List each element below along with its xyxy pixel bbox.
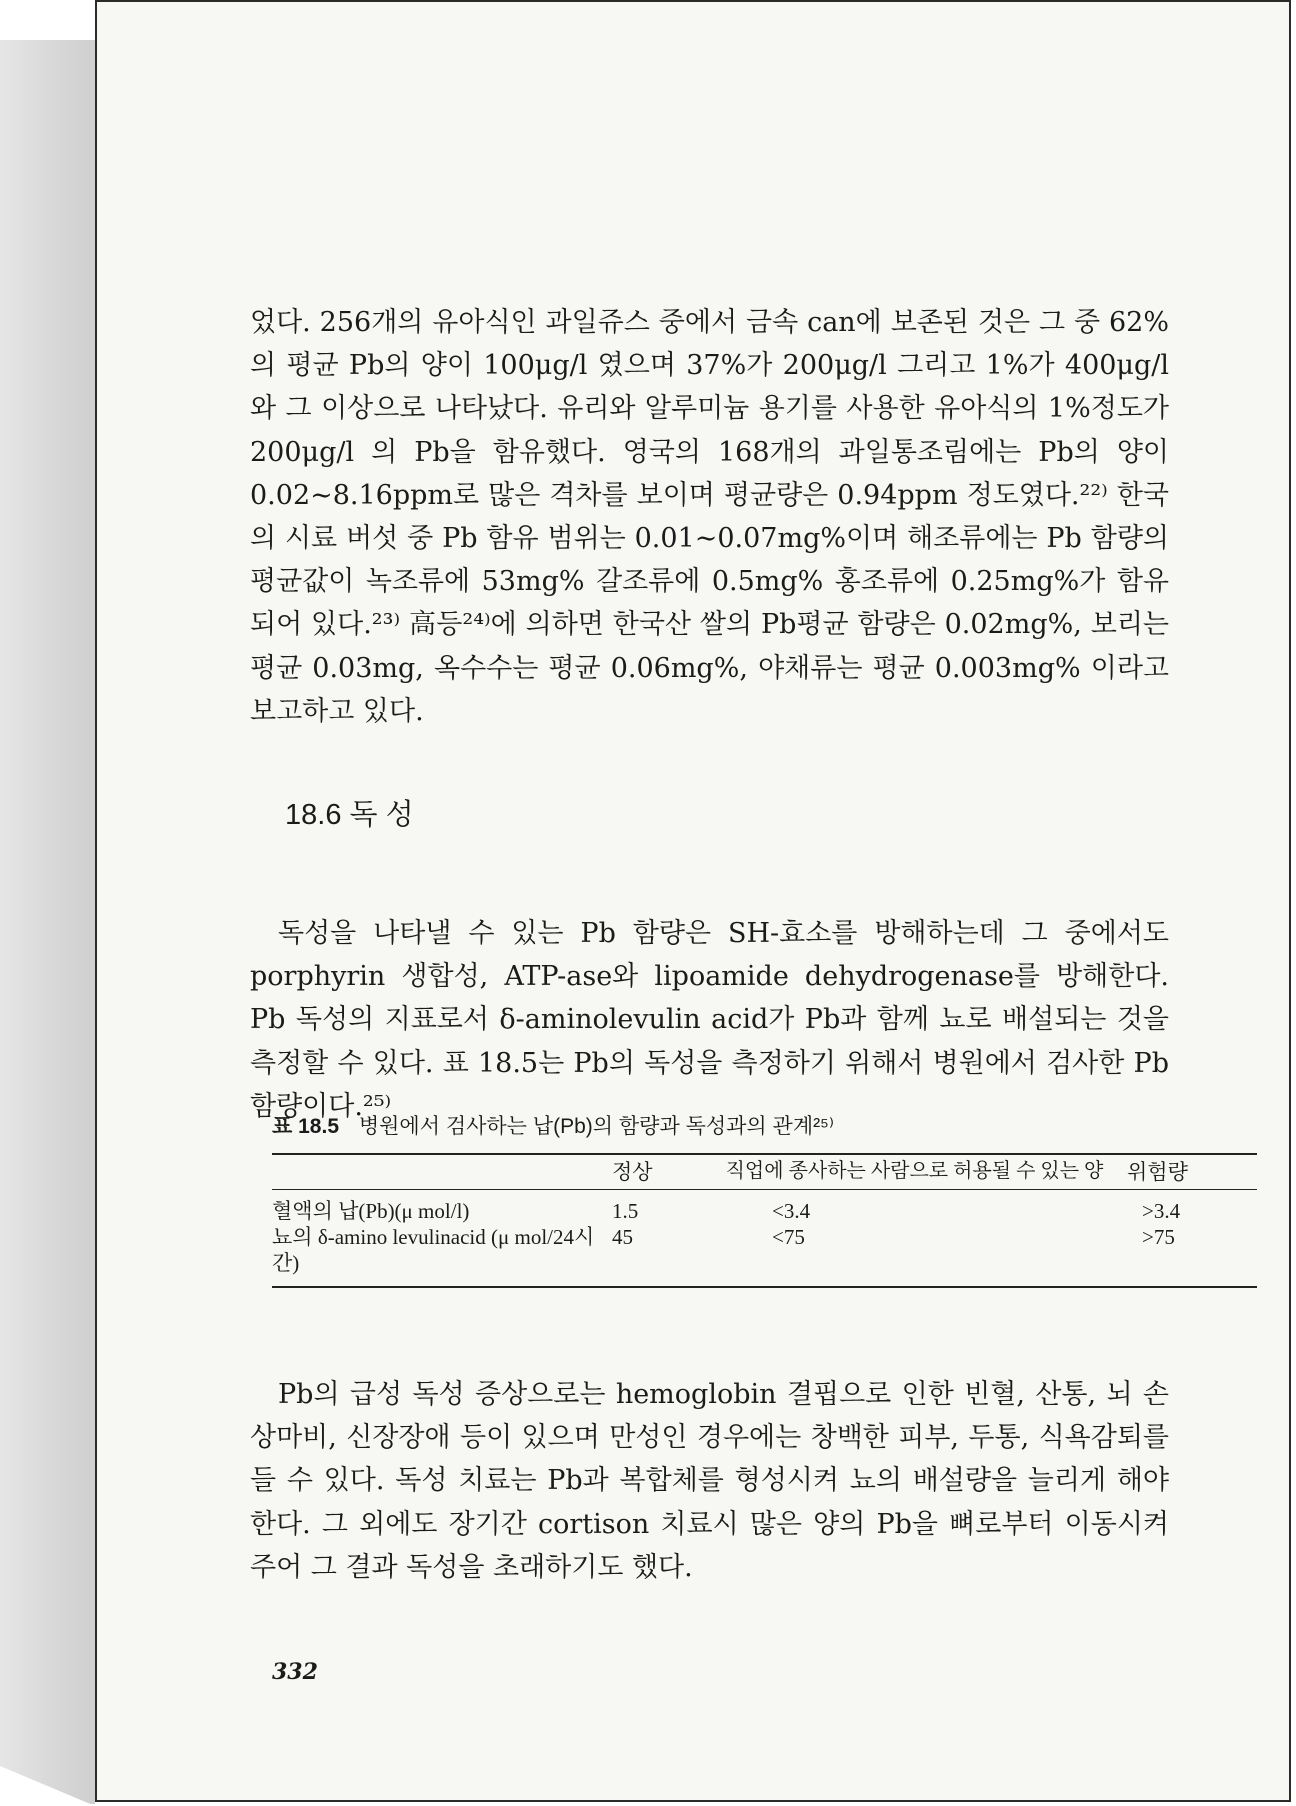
paragraph-1: 었다. 256개의 유아식인 과일쥬스 중에서 금속 can에 보존된 것은 그 중 62%의 평균 Pb의 양이 100μg/l 였으며 37%가 200μg/l 그리고 1%가 400μg/l 와 그 이상으로 나타났다. 유리와 알루미늄 용기를 사용한 유아식의 1%정도가 200μg/l 의 Pb을 함유했다. 영국의 168개의 과일통조림에는 Pb의 양이 0.02∼8.16ppm로 많은 격차를 보이며 평균량은 0.94ppm 정도였다.²²⁾ 한국의 시료 버섯 중 Pb 함유 범위는 0.01∼0.07mg%이며 해조류에는 Pb 함량의 평균값이 녹조류에 53mg% 갈조류에 0.5mg% 홍조류에 0.25mg%가 함유되어 있다.²³⁾ 高등²⁴⁾에 의하면 한국산 쌀의 Pb평균 함량은 0.02mg%, 보리는 평균 0.03mg, 옥수수는 평균 0.06mg%, 야채류는 평균 0.003mg% 이라고 보고하고 있다.	[250, 307, 1169, 727]
table-cell: >3.4	[1142, 1199, 1181, 1223]
table-cell: 1.5	[612, 1199, 639, 1223]
table-row	[272, 1224, 1257, 1287]
paragraph-3: Pb의 급성 독성 증상으로는 hemoglobin 결핍으로 인한 빈혈, 산통, 뇌 손상마비, 신장장애 등이 있으며 만성인 경우에는 창백한 피부, 두통, 식욕감퇴를 들 수 있다. 독성 치료는 Pb과 복합체를 형성시켜 뇨의 배설량을 늘리게 해야 한다. 그 외에도 장기간 cortison 치료시 많은 양의 Pb을 뼈로부터 이동시켜 주어 그 결과 독성을 초래하기도 했다.	[250, 1379, 1169, 1583]
table-header-cell: 위험량	[1127, 1160, 1188, 1184]
table-cell: >75	[1142, 1225, 1175, 1249]
table-row	[272, 1190, 1257, 1225]
table-cell: <75	[772, 1225, 805, 1249]
table-cell: 혈액의 납(Pb)(μ mol/l)	[272, 1199, 470, 1223]
data-table	[272, 1153, 1257, 1288]
table-header-cell: 직업에 종사하는 사람으로 허용될 수 있는 양	[725, 1160, 1104, 1182]
book-page	[95, 0, 1291, 1802]
book-spine	[0, 40, 95, 1804]
table-caption-text: 병원에서 검사하는 납(Pb)의 함량과 독성과의 관계²⁵⁾	[358, 1115, 834, 1138]
section-heading: 18.6 독 성	[285, 799, 414, 831]
table-caption	[272, 1110, 834, 1140]
table-cell: 뇨의 δ-amino levulinacid (μ mol/24시간)	[272, 1225, 595, 1275]
table-header-cell	[272, 1154, 612, 1190]
paragraph-2: 독성을 나타낼 수 있는 Pb 함량은 SH-효소를 방해하는데 그 중에서도 porphyrin 생합성, ATP-ase와 lipoamide dehydrogenase를 방해한다. Pb 독성의 지표로서 δ-aminolevulin acid가 Pb과 함께 뇨로 배설되는 것을 측정할 수 있다. 표 18.5는 Pb의 독성을 측정하기 위해서 병원에서 검사한 Pb 함량이다.²⁵⁾	[250, 918, 1169, 1122]
table-header-cell: 정상	[612, 1160, 653, 1184]
table-header-row	[272, 1154, 1257, 1190]
table-cell: <3.4	[772, 1199, 811, 1223]
table-caption-number: 표 18.5	[272, 1115, 339, 1138]
table-cell: 45	[612, 1225, 633, 1249]
page-number: 332	[272, 1659, 318, 1685]
